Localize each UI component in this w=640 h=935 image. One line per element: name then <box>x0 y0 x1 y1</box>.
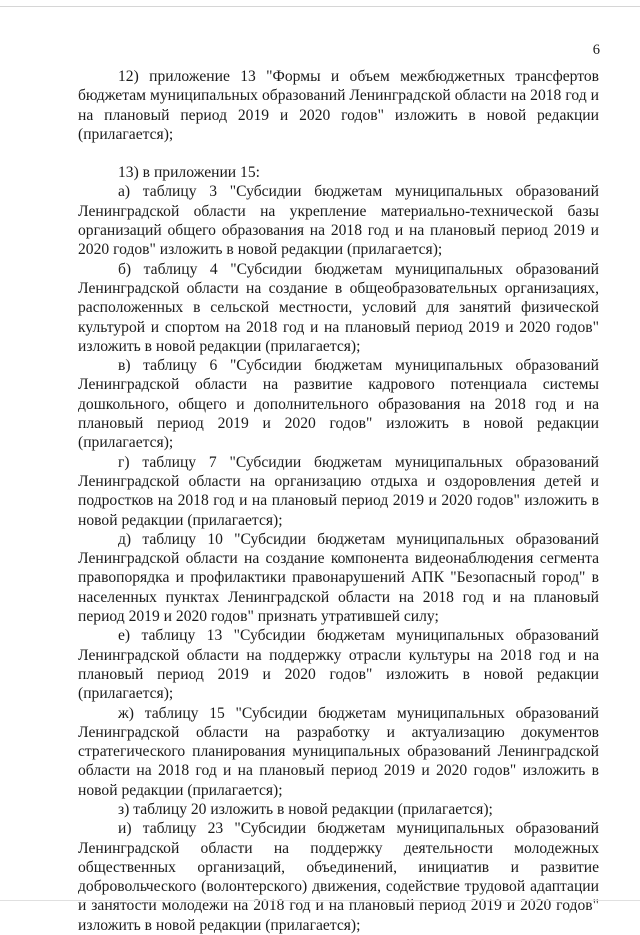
subitem-e-paragraph: е) таблицу 13 "Субсидии бюджетам муниципальных образований Ленинградской области на поддержку отрасли культуры на 2018 год и на плановый период 2019 и 2020 годов" изложить в новой редакции (прилагается); <box>78 627 599 703</box>
subitem-v-paragraph: в) таблицу 6 "Субсидии бюджетам муниципальных образований Ленинградской области на развитие кадрового потенциала системы дошкольного, общего и дополнительного образования на 2018 год и на плановый период 2019 и 2020 годов" изложить в новой редакции (прилагается); <box>78 357 599 452</box>
document-body <box>78 67 599 935</box>
subitem-i-paragraph: и) таблицу 23 "Субсидии бюджетам муниципальных образований Ленинградской области на поддержку деятельности молодежных общественных организаций, объединений, инициатив и развитие добровольческого (волонтерского) движения, содействие трудовой адаптации и занятости молодежи на 2018 год и на плановый период 2019 и 2020 годов" изложить в новой редакции (прилагается); <box>78 820 599 934</box>
subitem-a-paragraph: а) таблицу 3 "Субсидии бюджетам муниципальных образований Ленинградской области на укрепление материально-технической базы организаций общего образования на 2018 год и на плановый период 2019 и 2020 годов" изложить в новой редакции (прилагается); <box>78 183 599 259</box>
scan-bottom-edge <box>0 900 640 905</box>
page-number: 6 <box>592 42 600 58</box>
subitem-zh-paragraph: ж) таблицу 15 "Субсидии бюджетам муниципальных образований Ленинградской области на разработку и актуализацию документов стратегического планирования муниципальных образований Ленинградской области на 2018 год и на плановый период 2019 и 2020 годов" изложить в новой редакции (прилагается); <box>78 704 599 799</box>
subitem-d-paragraph: д) таблицу 10 "Субсидии бюджетам муниципальных образований Ленинградской области на создание компонента видеонаблюдения сегмента правопорядка и профилактики правонарушений АПК "Безопасный город" в населенных пунктах Ленинградской области на 2018 год и на плановый период 2019 и 2020 годов" признать утратившей силу; <box>78 530 599 626</box>
item-13-heading: 13) в приложении 15: <box>118 164 260 182</box>
paragraph-spacer <box>78 144 599 163</box>
subitem-b-paragraph: б) таблицу 4 "Субсидии бюджетам муниципальных образований Ленинградской области на создание в общеобразовательных организациях, расположенных в сельской местности, условий для занятий физической культурой и спортом на 2018 год и на плановый период 2019 и 2020 годов" изложить в новой редакции (прилагается); <box>78 260 599 355</box>
item-12-paragraph: 12) приложение 13 "Формы и объем межбюджетных трансфертов бюджетам муниципальных образований Ленинградской области на 2018 год и на плановый период 2019 и 2020 годов" изложить в новой редакции (прилагается); <box>78 68 599 143</box>
scan-top-edge <box>0 0 640 7</box>
subitem-g-paragraph: г) таблицу 7 "Субсидии бюджетам муниципальных образований Ленинградской области на организацию отдыха и оздоровления детей и подростков на 2018 год и на плановый период 2019 и 2020 годов" изложить в новой редакции (прилагается); <box>78 453 599 529</box>
subitem-z-paragraph: з) таблицу 20 изложить в новой редакции (прилагается); <box>118 800 493 818</box>
